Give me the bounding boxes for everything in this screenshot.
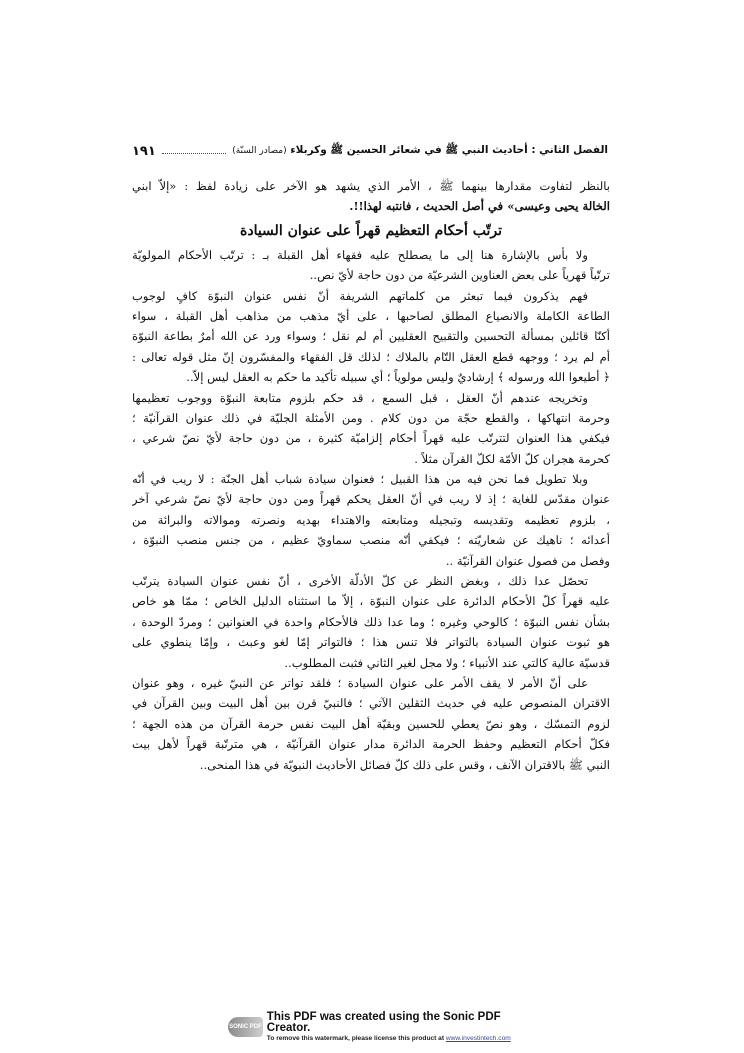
page-number: ١٩١ bbox=[132, 143, 156, 159]
text-line: بشأن نفس النبوّة ؛ كالوحي وغيره ؛ وما عدا ذلك فالأحكام واحدة في العنوانين ؛ ومردّ الوحدة ، bbox=[132, 614, 610, 629]
text-line: ، بلزوم تعظيمه وتقديسه وتبجيله ومتابعته والاهتداء بهديه ونصرته وموالاته والبرائة من bbox=[132, 512, 610, 527]
body-text bbox=[132, 176, 610, 775]
header-dot-leader bbox=[162, 153, 226, 154]
investintech-link[interactable]: www.investintech.com bbox=[445, 1034, 511, 1042]
source-note: (مصادر السنّة) bbox=[232, 145, 287, 156]
watermark-text bbox=[267, 1012, 538, 1043]
text-line: وحرمة انتهاكها ، والقطع حجّة من دون كلام . ومن الأمثلة الجليّة في ذلك عنوان القرآنيّة ؛ bbox=[132, 410, 610, 425]
text-line: وبلا تطويل فما نحن فيه من هذا القبيل ؛ فعنوان سيادة شباب أهل الجنّة : لا ريب في أنّه bbox=[132, 472, 588, 487]
paragraph bbox=[132, 388, 610, 470]
section-heading: ترتّب أحكام التعظيم قهراً على عنوان السيادة bbox=[240, 222, 502, 239]
text-line: لزوم التمسّك ، وهو نصّ يعطي للحسين وبقيّة أهل البيت نفس حرمة القرآن من هذه الجهة ؛ bbox=[132, 716, 610, 731]
text-line: أكنّا قائلين بمسألة التحسين والتقبيح العقليين أم لم نقل ؛ وسواء ورد عن الله أمرٌ بطاعة النبوّة bbox=[132, 329, 610, 344]
text-line: أم لم يرد ؛ ووجهه قطع العقل التّام بالملاك ؛ لذلك قل الفقهاء والمفسّرون إنّ مثل قوله تعالى : bbox=[132, 349, 610, 364]
text-line: النبي ﷺ بالاقتران الآنف ، وقس على ذلك كلّ فصائل الأحاديث النبويّة في هذا المنحى.. bbox=[199, 757, 610, 772]
chapter-title bbox=[232, 144, 608, 159]
watermark-line2-prefix: To remove this watermark, please license this product at bbox=[266, 1034, 445, 1042]
chapter-title-text: الفصل الثاني : أحاديث النبي ﷺ في شعائر الحسين ﷺ وكربلاء bbox=[290, 143, 608, 156]
text-line: ﴿ أطيعوا الله ورسوله ﴾ إرشاديٌ وليس مولوياً ؛ أي سبيله تأكيد ما حكم به العقل ليس إلاّ.. bbox=[186, 370, 610, 385]
watermark-line1: This PDF was created using the Sonic PDF Creator. bbox=[266, 1010, 501, 1035]
text-line: وفصل من فصول عنوان القرآنيّة .. bbox=[445, 553, 610, 568]
text-line: ولا بأس بالإشارة هنا إلى ما يصطلح عليه فقهاء أهل القبلة بـ : ترتّب الأحكام المولويّة bbox=[132, 247, 588, 262]
text-line: ترتّباً قهرياً على بعض العناوين الشرعيّة من دون حاجة لأيّ نص.. bbox=[309, 268, 610, 283]
text-line: فهم يذكرون فيما تبعثر من كلماتهم الشريفة أنّ نفس عنوان النبوّة كافٍ لوجوب bbox=[132, 288, 588, 303]
watermark-line2 bbox=[267, 1036, 538, 1043]
paragraph bbox=[132, 469, 610, 571]
running-header bbox=[130, 140, 608, 162]
paragraph bbox=[132, 286, 610, 388]
sonic-pdf-logo-icon: SONIC PDF bbox=[228, 1017, 263, 1037]
text-line: كحرمة هجران كلّ الأمّة لكلّ القرآن مثلاً . bbox=[414, 451, 610, 466]
text-line: فيكفي هذا العنوان لتترتّب عليه قهراً أحكام إلزاميّة كثيرة ، من دون حاجة لأيّ نصّ شرعي ، bbox=[132, 431, 610, 446]
text-line: عنوان مقدّس للغاية ؛ إذ لا ريب في أنّ العقل يحكم قهراً ومن دون حاجة لأيّ نصّ شرعي آخر bbox=[132, 492, 610, 507]
text-line: فكلّ أحكام التعظيم وحفظ الحرمة الدائرة مدار عنوان القرآنيّة ، هي مترتّبة قهراً لأهل بيت bbox=[132, 737, 610, 752]
text-line: قدسيّة عالية كالتي عند الأنبياء ؛ ولا مجل لغير الثاني فثبت المطلوب.. bbox=[284, 655, 610, 670]
text-line: وتخريجه عندهم أنّ العقل ، قبل السمع ، قد حكم بلزوم متابعة النبوّة ووجوب تعظيمها bbox=[132, 390, 588, 405]
paragraph bbox=[132, 245, 610, 286]
text-line: عليه قهراً كلّ الأحكام الدائرة على عنوان النبوّة ، إلاّ ما استثناه الدليل الخاص ؛ ممّا هو خاص bbox=[132, 594, 610, 609]
pdf-watermark bbox=[228, 1010, 538, 1042]
text-line: أعدائه ؛ ناهيك عن شعاريّته ؛ فيكفي أنّه منصب سماويّ عظيم ، من جنس منصب النبوّة ، bbox=[132, 533, 610, 548]
text-line: الخالة يحيى وعيسى» في أصل الحديث ، فانتبه لهذا!!. bbox=[349, 199, 610, 214]
text-line: بالنظر لتفاوت مقدارها بينهما ﷺ ، الأمر الذي يشهد هو الآخر على زيادة لفظ : «إلاّ ابني bbox=[132, 179, 610, 193]
paragraph bbox=[132, 571, 610, 673]
text-line: تحصّل عدا ذلك ، وبغض النظر عن كلّ الأدلّة الأخرى ، أنّ نفس عنوان السيادة يترتّب bbox=[132, 574, 588, 589]
text-line: الاقتران المنصوص عليه في حديث الثقلين الآتي ؛ فالنبيّ قرن بين أهل البيت وبين القرآن في bbox=[132, 696, 610, 711]
paragraph bbox=[132, 673, 610, 775]
text-line: على أنّ الأمر لا يقف الأمر على عنوان السيادة ؛ فلقد تواتر عن النبيّ غيره ، وهو عنوان bbox=[132, 675, 588, 690]
text-line: هو ثبوت عنوان السيادة بالتواتر فلا تنس هذا ؛ فالتواتر إمّا لغو وعبث ، وإمّا ينطوي على bbox=[132, 635, 610, 650]
text-line: الطاعة الكاملة والانصياع المطلق لصاحبها ، على أيّ مذهب من مذاهب أهل القبلة ، سواء bbox=[132, 308, 610, 323]
